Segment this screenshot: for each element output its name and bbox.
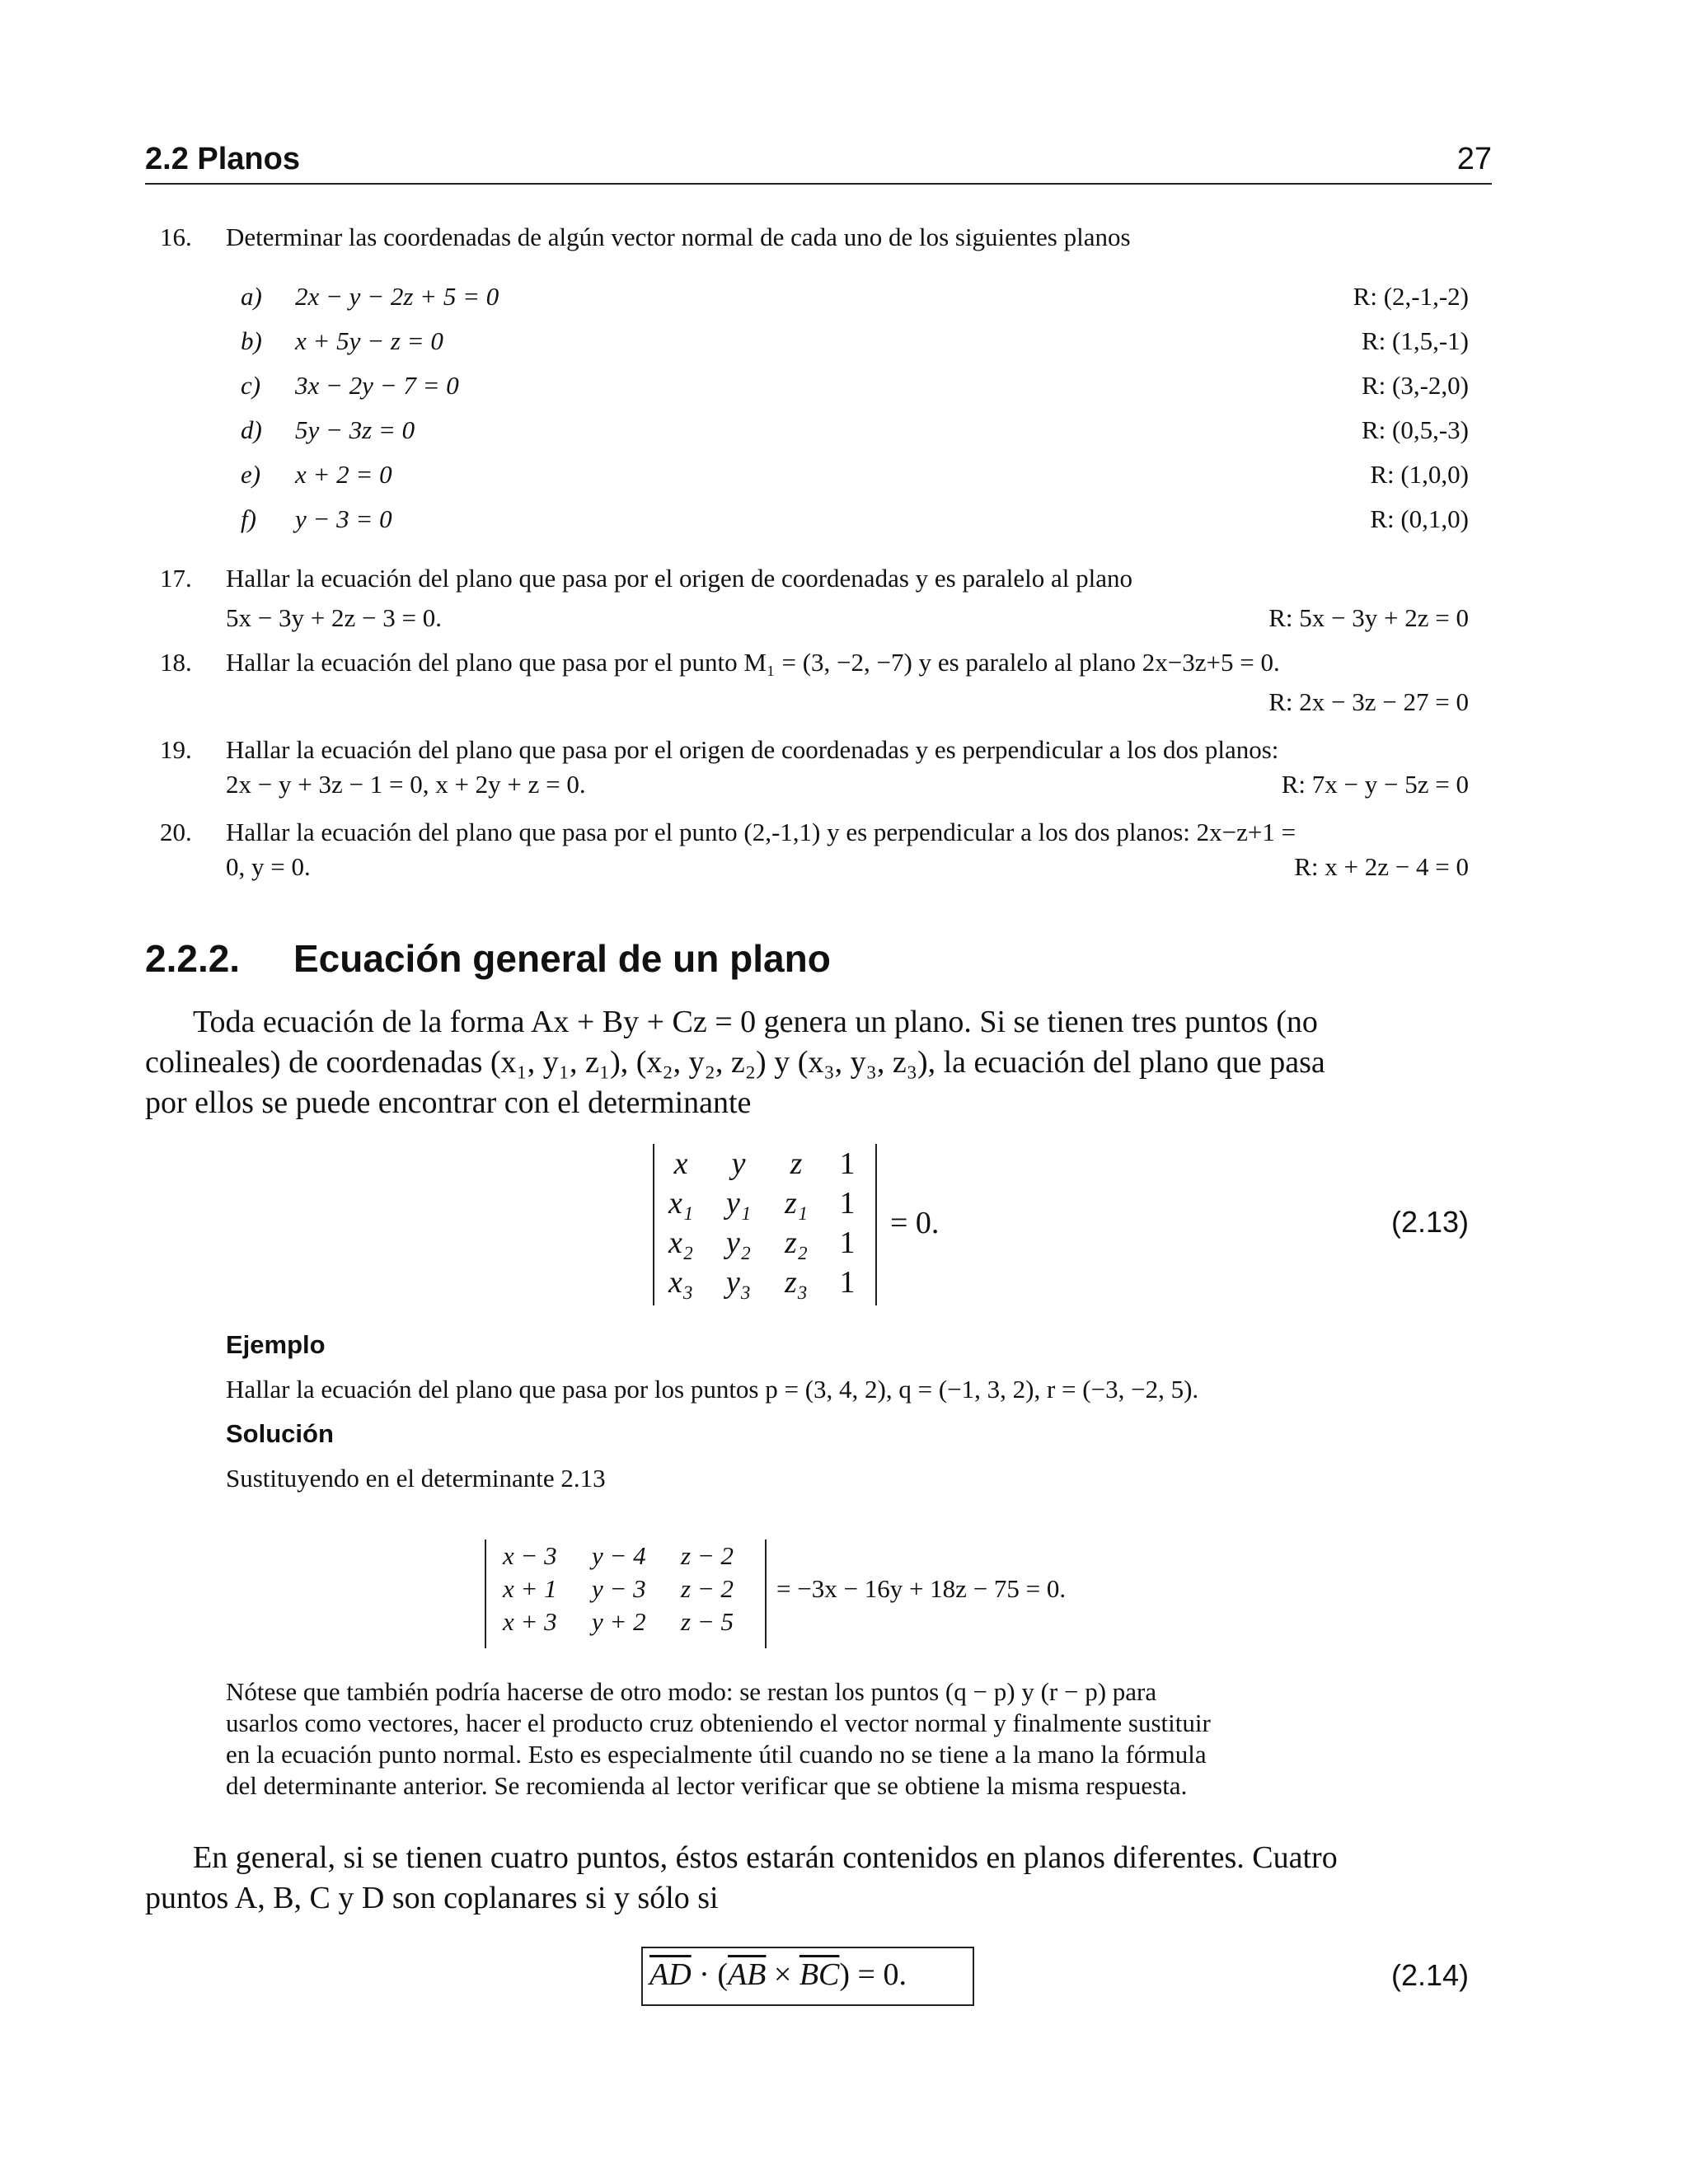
det-cell: x + 1 xyxy=(503,1574,557,1603)
exercise-text: Determinar las coordenadas de algún vector normal de cada uno de los siguientes planos xyxy=(226,223,1131,251)
solution-intro: Sustituyendo en el determinante 2.13 xyxy=(226,1464,606,1493)
item-answer: R: (1,0,0) xyxy=(1370,460,1469,489)
dot-operator: · xyxy=(699,1957,710,1992)
det-cell: z₁ xyxy=(785,1186,808,1221)
section-title: Ecuación general de un plano xyxy=(293,937,831,980)
det-cell: y xyxy=(731,1146,746,1181)
exercise-answer: R: 2x − 3z − 27 = 0 xyxy=(1268,687,1469,716)
paragraph-line: En general, si se tienen cuatro puntos, éstos estarán contenidos en planos diferentes. Cuatro xyxy=(193,1840,1338,1875)
note-line: Nótese que también podría hacerse de otro modo: se restan los puntos (q − p) y (r − p) para xyxy=(226,1677,1157,1706)
note-line: del determinante anterior. Se recomienda al lector verificar que se obtiene la misma respuesta. xyxy=(226,1771,1188,1800)
item-answer: R: (0,5,-3) xyxy=(1361,415,1469,444)
exercise-text: Hallar la ecuación del plano que pasa por el punto M₁ = (3, −2, −7) y es paralelo al plano 2x−3z+5 = 0. xyxy=(226,648,1280,677)
header-rule xyxy=(145,183,1492,185)
boxed-equation-2-14 xyxy=(641,1947,974,2006)
paragraph-line: colineales) de coordenadas (x₁, y₁, z₁), (x₂, y₂, z₂) y (x₃, y₃, z₃), la ecuación del plano que pasa xyxy=(145,1045,1325,1080)
exercise-text-cont: 2x − y + 3z − 1 = 0, x + 2y + z = 0. xyxy=(226,770,586,799)
exercise-answer: R: x + 2z − 4 = 0 xyxy=(1294,852,1469,881)
exercise-text: Hallar la ecuación del plano que pasa por el origen de coordenadas y es perpendicular a los dos planos: xyxy=(226,735,1279,764)
item-equation: y − 3 = 0 xyxy=(295,504,392,533)
exercise-number: 18. xyxy=(160,648,192,677)
exercise-number: 20. xyxy=(160,818,192,846)
note-line: usarlos como vectores, hacer el producto cruz obteniendo el vector normal y finalmente sustituir xyxy=(226,1708,1211,1737)
paragraph-line: Toda ecuación de la forma Ax + By + Cz = 0 genera un plano. Si se tienen tres puntos (no xyxy=(193,1005,1318,1039)
vector-bc: $\overline{BC}$ xyxy=(799,1957,840,1992)
determinant-rhs: = −3x − 16y + 18z − 75 = 0. xyxy=(776,1574,1067,1603)
determinant-bar-left xyxy=(485,1540,486,1648)
exercise-text: Hallar la ecuación del plano que pasa por el origen de coordenadas y es paralelo al plano xyxy=(226,564,1133,593)
det-cell: x₂ xyxy=(668,1226,694,1260)
det-cell: x xyxy=(673,1146,688,1181)
item-label: e) xyxy=(241,460,261,489)
page-number: 27 xyxy=(1456,142,1492,176)
note-line: en la ecuación punto normal. Esto es especialmente útil cuando no se tiene a la mano la fórmula xyxy=(226,1740,1207,1769)
exercise-text-cont: 0, y = 0. xyxy=(226,852,311,881)
item-answer: R: (3,-2,0) xyxy=(1361,371,1469,400)
vector-ad: $\overline{AD}$ xyxy=(649,1957,692,1992)
item-label: c) xyxy=(241,371,261,400)
det-cell: y + 2 xyxy=(592,1607,646,1636)
det-cell: 1 xyxy=(839,1265,856,1300)
det-cell: x − 3 xyxy=(503,1541,557,1570)
running-header-title: 2.2 Planos xyxy=(145,142,300,176)
det-cell: z₂ xyxy=(785,1226,808,1260)
det-cell: x + 3 xyxy=(503,1607,557,1636)
determinant-bar-right xyxy=(765,1540,767,1648)
exercise-answer: R: 7x − y − 5z = 0 xyxy=(1281,770,1469,799)
exercise-number: 17. xyxy=(160,564,192,593)
example-text: Hallar la ecuación del plano que pasa por los puntos p = (3, 4, 2), q = (−1, 3, 2), r = (−3, −2, 5). xyxy=(226,1375,1199,1404)
det-cell: 1 xyxy=(839,1186,856,1221)
item-answer: R: (0,1,0) xyxy=(1370,504,1469,533)
det-cell: y − 4 xyxy=(592,1541,646,1570)
det-cell: y₁ xyxy=(725,1186,752,1221)
section-heading xyxy=(145,936,831,981)
det-cell: y − 3 xyxy=(592,1574,646,1603)
det-cell: z − 2 xyxy=(681,1574,734,1603)
example-heading: Ejemplo xyxy=(226,1330,326,1359)
det-cell: y₂ xyxy=(725,1226,752,1260)
item-label: d) xyxy=(241,415,262,444)
paragraph-line: por ellos se puede encontrar con el determinante xyxy=(145,1085,752,1120)
item-equation: x + 2 = 0 xyxy=(295,460,392,489)
item-equation: 2x − y − 2z + 5 = 0 xyxy=(295,282,499,311)
exercise-number: 19. xyxy=(160,735,192,764)
det-cell: z − 2 xyxy=(681,1541,734,1570)
vector-ab: $\overline{AB}$ xyxy=(727,1957,767,1992)
equation-content xyxy=(649,1957,907,1993)
det-cell: z xyxy=(790,1146,803,1181)
exercise-number: 16. xyxy=(160,223,192,251)
item-equation: 5y − 3z = 0 xyxy=(295,415,415,444)
equation-number: (2.13) xyxy=(1390,1205,1469,1239)
equals-zero: ) = 0. xyxy=(839,1957,907,1992)
section-number: 2.2.2. xyxy=(145,937,241,980)
det-cell: x₃ xyxy=(668,1265,694,1300)
det-cell: 1 xyxy=(839,1226,856,1260)
det-cell: x₁ xyxy=(668,1186,694,1221)
paragraph-intro xyxy=(145,1002,1472,1123)
det-cell: y₃ xyxy=(725,1265,752,1300)
det-cell: z − 5 xyxy=(681,1607,734,1636)
item-answer: R: (2,-1,-2) xyxy=(1353,282,1469,311)
paragraph-coplanar xyxy=(145,1838,1472,1919)
solution-heading: Solución xyxy=(226,1419,334,1448)
item-label: f) xyxy=(241,504,256,533)
exercise-answer: R: 5x − 3y + 2z = 0 xyxy=(1268,603,1469,632)
example-note xyxy=(226,1676,1396,1802)
paragraph-line: puntos A, B, C y D son coplanares si y sólo si xyxy=(145,1881,719,1915)
item-equation: 3x − 2y − 7 = 0 xyxy=(295,371,459,400)
cross-operator: × xyxy=(773,1957,792,1992)
determinant-bar-right xyxy=(875,1144,877,1305)
determinant-bar-left xyxy=(653,1144,654,1305)
equation-number: (2.14) xyxy=(1390,1958,1469,1992)
determinant-rhs: = 0. xyxy=(890,1206,940,1240)
item-label: b) xyxy=(241,326,262,355)
exercise-text-cont: 5x − 3y + 2z − 3 = 0. xyxy=(226,603,442,632)
open-paren: ( xyxy=(717,1957,728,1992)
item-label: a) xyxy=(241,282,262,311)
det-cell: 1 xyxy=(839,1146,856,1181)
det-cell: z₃ xyxy=(785,1265,808,1300)
item-equation: x + 5y − z = 0 xyxy=(295,326,443,355)
item-answer: R: (1,5,-1) xyxy=(1361,326,1469,355)
exercise-text: Hallar la ecuación del plano que pasa por el punto (2,-1,1) y es perpendicular a los dos planos: 2x−z+1 = xyxy=(226,818,1296,846)
